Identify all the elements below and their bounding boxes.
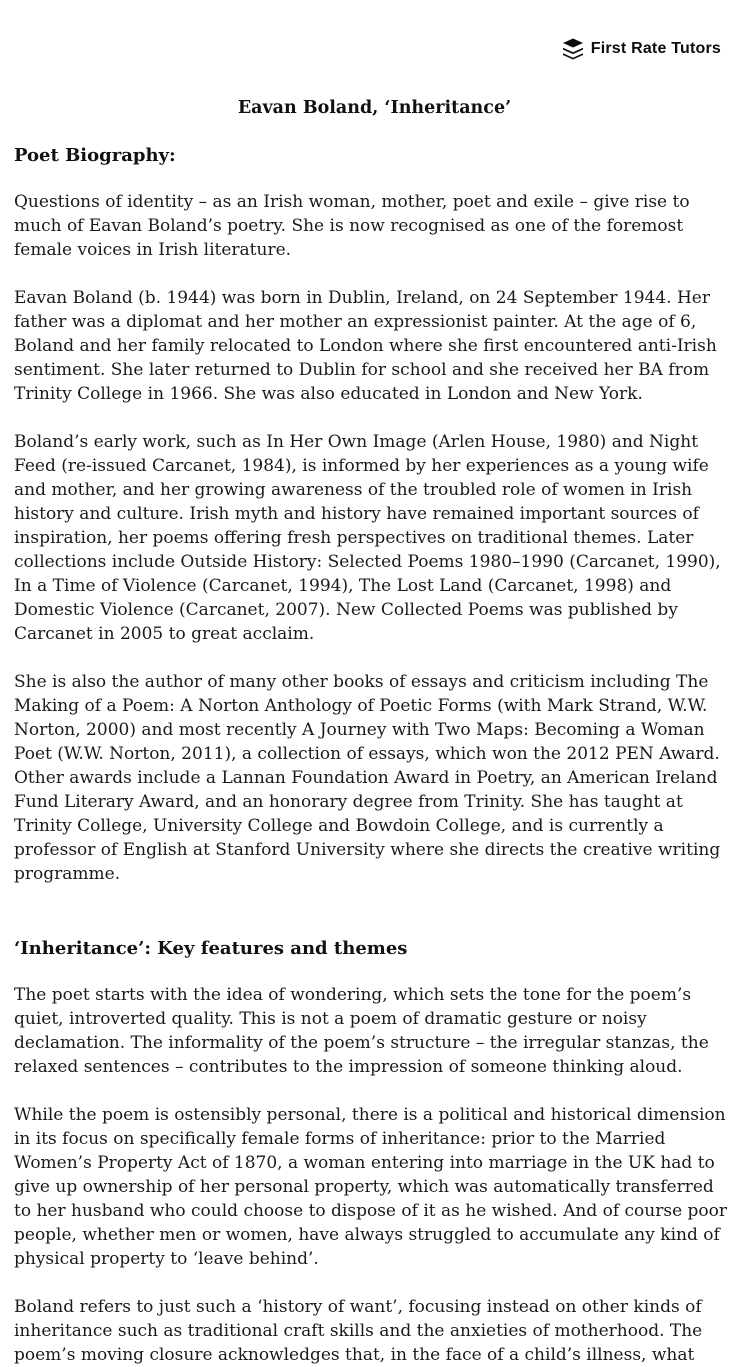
themes-paragraph: While the poem is ostensibly personal, there is a political and historical dimension in its focus on specifically female forms of inheritance: prior to the Married Women’s Property Act of 1870, a woman entering into marriage in the UK had to give up ownership of her personal property, which was automatically transferred to her husband who could choose to dispose of it as he wished. And of course poor people, whether men or women, have always struggled to accumulate any kind of physical property to ‘leave behind’. <box>14 1105 728 1269</box>
biography-paragraph: Boland’s early work, such as In Her Own Image (Arlen House, 1980) and Night Feed (re-issued Carcanet, 1984), is informed by her experiences as a young wife and mother, and her growing awareness of the troubled role of women in Irish history and culture. Irish myth and history have remained important sources of inspiration, her poems offering fresh perspectives on traditional themes. Later collections include Outside History: Selected Poems 1980–1990 (Carcanet, 1990), In a Time of Violence (Carcanet, 1994), The Lost Land (Carcanet, 1998) and Domestic Violence (Carcanet, 2007). New Collected Poems was published by Carcanet in 2005 to great acclaim. <box>14 432 721 644</box>
themes-paragraph: The poet starts with the idea of wondering, which sets the tone for the poem’s quiet, introverted quality. This is not a poem of dramatic gesture or noisy declamation. The informality of the poem’s structure – the irregular stanzas, the relaxed sentences – contributes to the impression of someone thinking aloud. <box>14 985 709 1077</box>
logo <box>561 37 721 61</box>
header <box>14 34 735 64</box>
biography-paragraph: Questions of identity – as an Irish woman, mother, poet and exile – give rise to much of Eavan Boland’s poetry. She is now recognised as one of the foremost female voices in Irish literature. <box>14 192 690 260</box>
biography-paragraph: She is also the author of many other books of essays and criticism including The Making of a Poem: A Norton Anthology of Poetic Forms (with Mark Strand, W.W. Norton, 2000) and most recently A Journey with Two Maps: Becoming a Woman Poet (W.W. Norton, 2011), a collection of essays, which won the 2012 PEN Award. Other awards include a Lannan Foundation Award in Poetry, an American Ireland Fund Literary Award, and an honorary degree from Trinity. She has taught at Trinity College, University College and Bowdoin College, and is currently a professor of English at Stanford University where she directs the creative writing programme. <box>14 672 721 884</box>
logo-text: First Rate Tutors <box>590 40 721 57</box>
biography-paragraph: Eavan Boland (b. 1944) was born in Dublin, Ireland, on 24 September 1944. Her father was a diplomat and her mother an expressionist painter. At the age of 6, Boland and her family relocated to London where she first encountered anti-Irish sentiment. She later returned to Dublin for school and she received her BA from Trinity College in 1966. She was also educated in London and New York. <box>14 288 717 404</box>
biography-heading: Poet Biography: <box>14 145 176 166</box>
themes-heading: ‘Inheritance’: Key features and themes <box>14 938 408 959</box>
themes-paragraph: Boland refers to just such a ‘history of want’, focusing instead on other kinds of inheritance such as traditional craft skills and the anxieties of motherhood. The poem’s moving closure acknowledges that, in the face of a child’s illness, what <box>14 1297 703 1365</box>
page-title: Eavan Boland, ‘Inheritance’ <box>237 98 512 118</box>
stacked-books-icon <box>561 37 585 61</box>
